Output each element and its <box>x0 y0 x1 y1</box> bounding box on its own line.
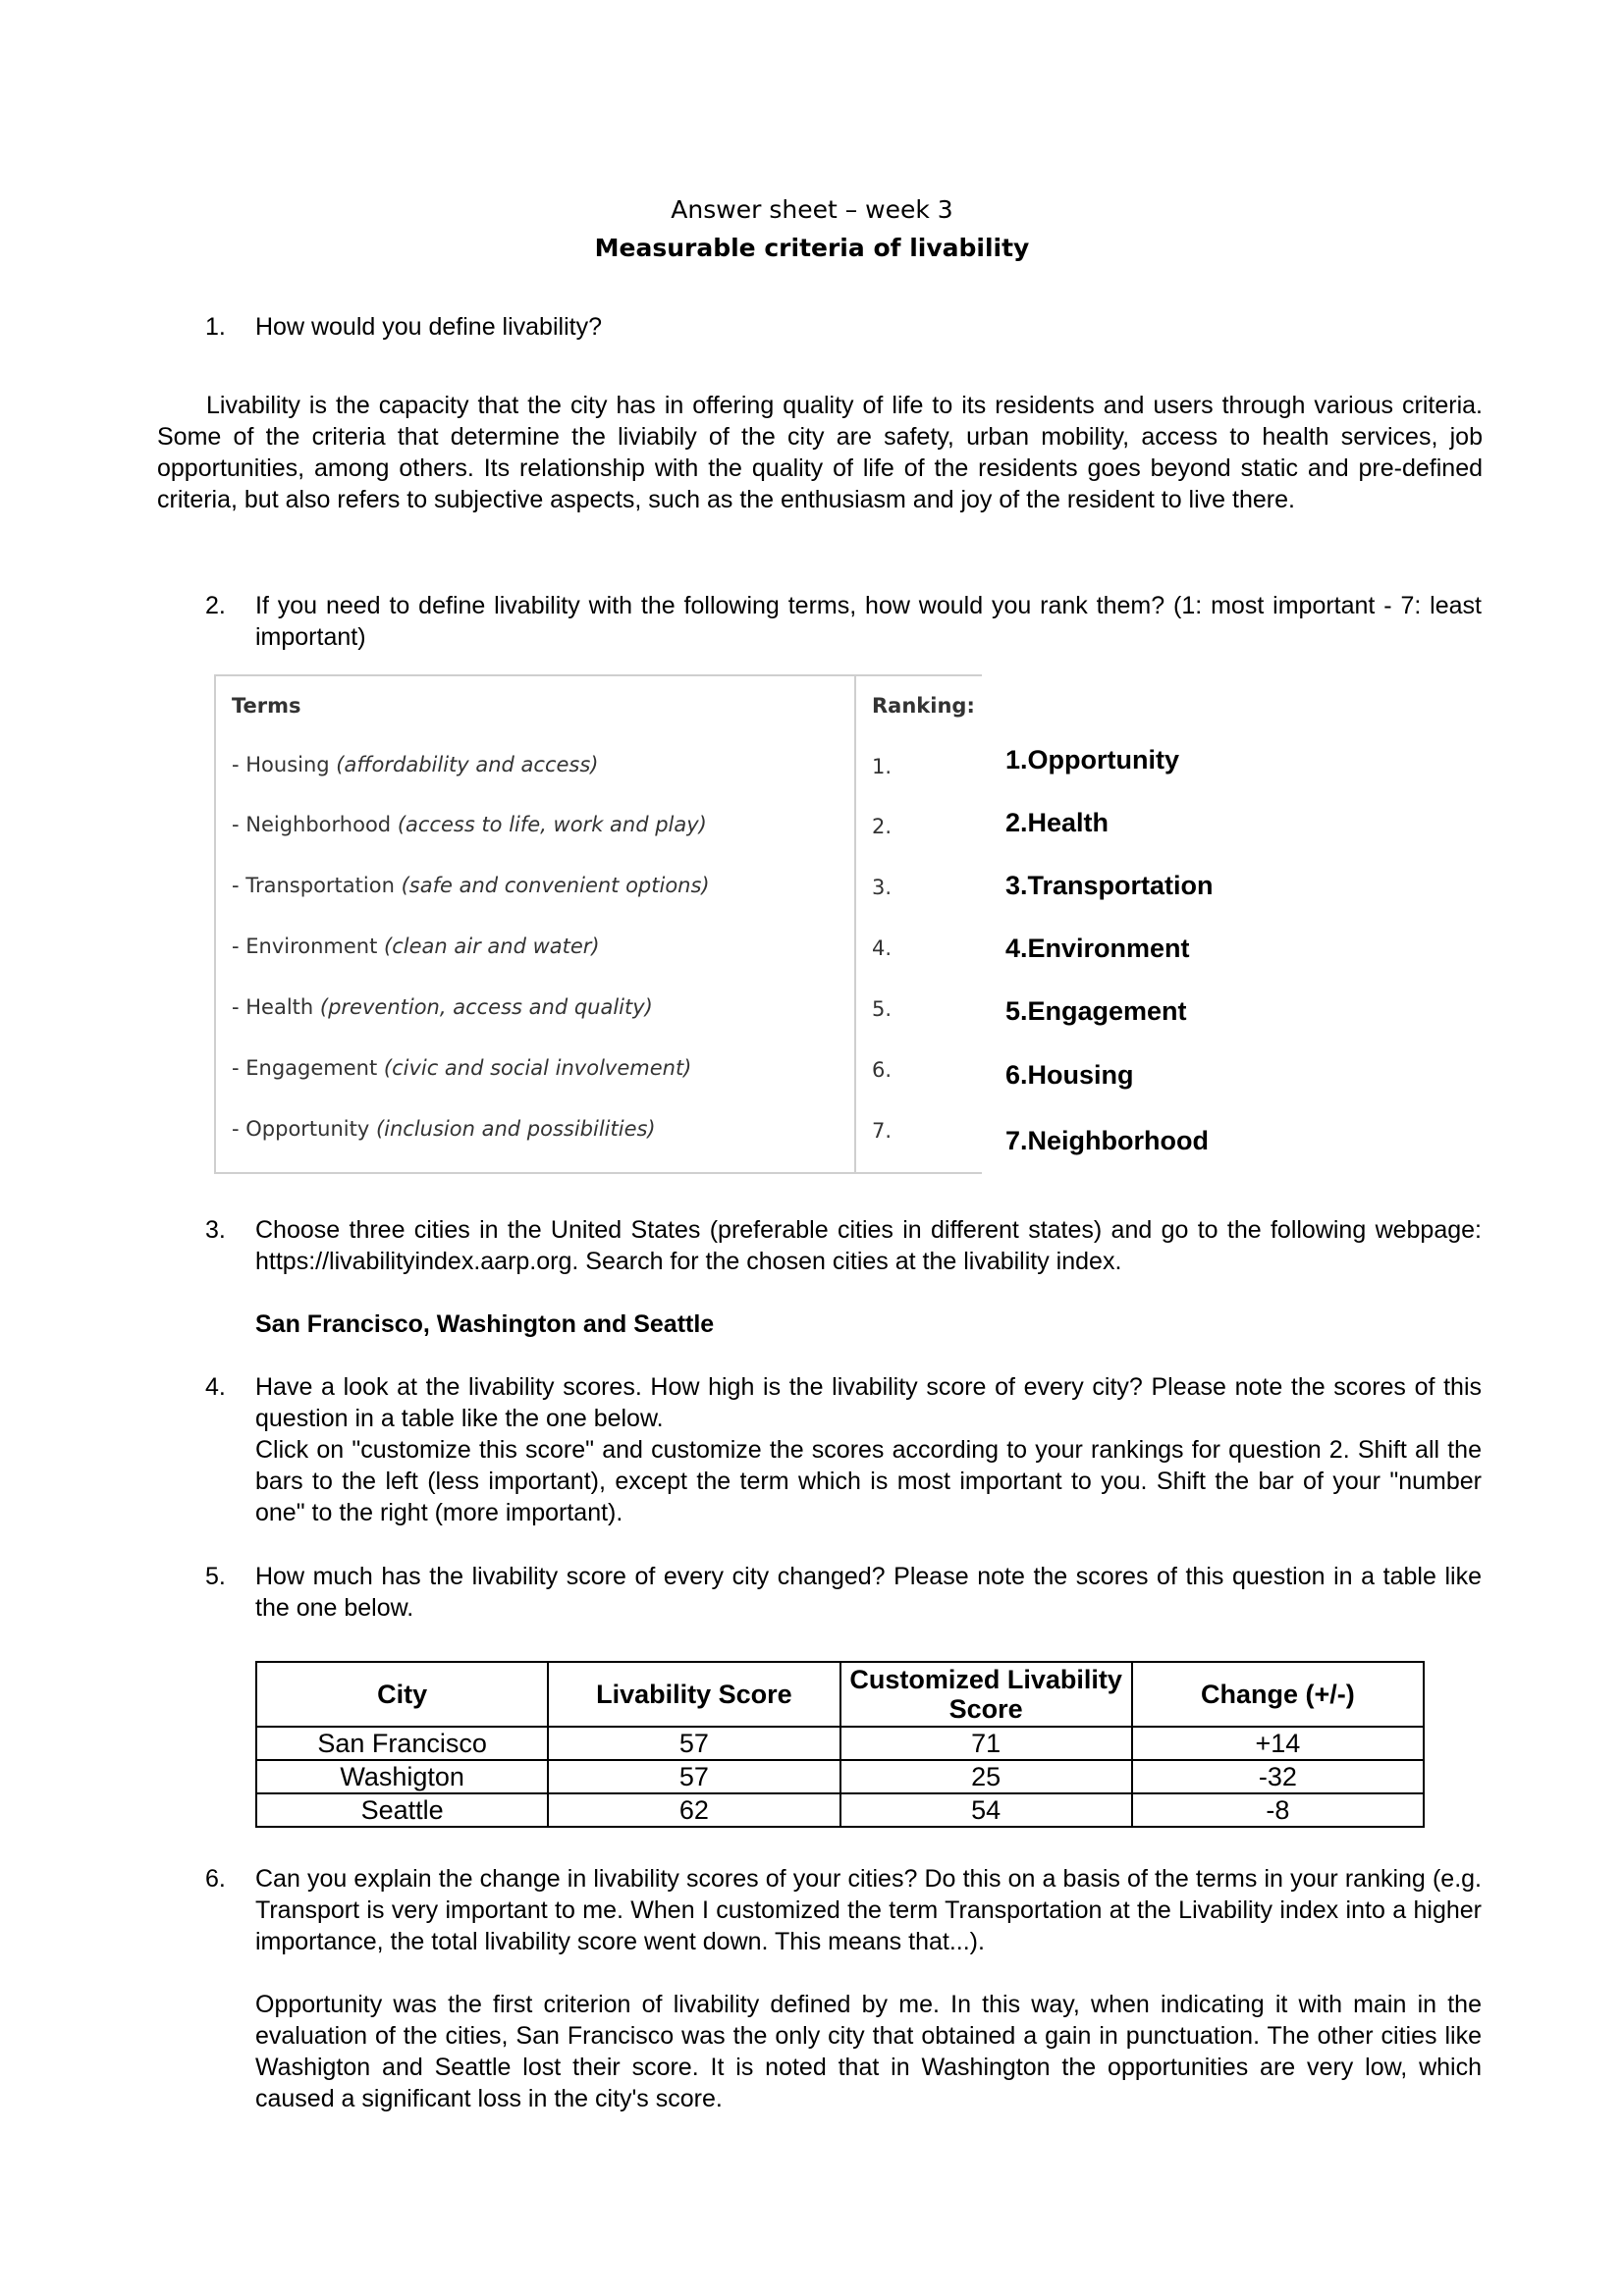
table-cell: -32 <box>1132 1760 1424 1793</box>
table-cell: +14 <box>1132 1727 1424 1760</box>
term-row <box>232 1113 656 1145</box>
question-text: How would you define livability? <box>255 313 602 341</box>
question-text: Choose three cities in the United States (preferable cities in different states) and go to the following webpage: https://livabilityindex.aarp.org. Search for the chosen cities at the livability index. <box>255 1216 1482 1275</box>
answer-1: Livability is the capacity that the city has in offering quality of life to its residents and users through various criteria. Some of the criteria that determine the liviabily of the city are safety, urban mobility, access to health services, job opportunities, among others. Its relationship with the quality of life of the residents goes beyond static and pre-defined criteria, but also refers to subjective aspects, such as the enthusiasm and joy of the resident to live there. <box>157 392 1483 513</box>
term-name: - Engagement <box>232 1056 384 1080</box>
table-cell: -8 <box>1132 1793 1424 1827</box>
question-number: 6. <box>205 1865 226 1893</box>
table-cell: 62 <box>548 1793 839 1827</box>
table-row <box>256 1760 1424 1793</box>
table-cell: 25 <box>840 1760 1132 1793</box>
column-header: City <box>256 1662 548 1727</box>
term-description: (safe and convenient options) <box>401 874 710 897</box>
question-number: 3. <box>205 1216 226 1244</box>
column-header: Change (+/-) <box>1132 1662 1424 1727</box>
term-name: - Transportation <box>232 874 402 897</box>
ranking-answer: 6.Housing <box>1005 1060 1134 1090</box>
ranking-answer: 5.Engagement <box>1005 996 1187 1026</box>
ranking-header: Ranking: <box>872 694 975 718</box>
ranking-answer: 2.Health <box>1005 808 1110 837</box>
table-cell: 54 <box>840 1793 1132 1827</box>
term-name: - Opportunity <box>232 1117 376 1141</box>
term-name: - Health <box>232 995 320 1019</box>
document-title: Answer sheet – week 3 <box>671 195 953 224</box>
question-number: 1. <box>205 313 226 341</box>
question-number: 5. <box>205 1563 226 1590</box>
table-cell: 57 <box>548 1727 839 1760</box>
column-header: Livability Score <box>548 1662 839 1727</box>
term-description: (inclusion and possibilities) <box>375 1117 656 1141</box>
term-description: (prevention, access and quality) <box>319 995 653 1019</box>
terms-header: Terms <box>232 694 301 718</box>
term-description: (clean air and water) <box>384 934 600 958</box>
table-row <box>256 1727 1424 1760</box>
answer-3: San Francisco, Washington and Seattle <box>255 1310 715 1338</box>
question-text: How much has the livability score of every city changed? Please note the scores of this question in a table like the one below. <box>255 1563 1482 1622</box>
term-row <box>232 991 653 1023</box>
term-row <box>232 749 599 780</box>
ranking-answer: 3.Transportation <box>1005 871 1214 900</box>
question-text: Can you explain the change in livability scores of your cities? Do this on a basis of the terms in your ranking (e.g. Transport is very important to me. When I customized the term Transportation at the Livability index into a higher importance, the total livability score went down. This means that...). <box>255 1865 1482 1955</box>
term-rank: 6. <box>872 1058 893 1082</box>
table-cell: San Francisco <box>256 1727 548 1760</box>
ranking-answer: 4.Environment <box>1005 934 1190 963</box>
term-rank: 3. <box>872 876 893 899</box>
term-row <box>232 1052 691 1084</box>
term-name: - Neighborhood <box>232 813 398 836</box>
term-row <box>232 931 600 962</box>
term-rank: 1. <box>872 755 893 778</box>
term-rank: 7. <box>872 1119 893 1143</box>
livability-score-table <box>255 1661 1425 1828</box>
table-cell: 57 <box>548 1760 839 1793</box>
ranking-terms-screenshot <box>214 674 982 1174</box>
term-description: (access to life, work and play) <box>397 813 707 836</box>
question-text-continued: Click on "customize this score" and customize the scores according to your rankings for question 2. Shift all the bars to the left (less important), except the term which is most important to you. Shift the bar of your "number one" to the right (more important). <box>255 1436 1482 1526</box>
column-divider <box>854 676 856 1172</box>
term-rank: 4. <box>872 936 893 960</box>
column-header: Customized Livability Score <box>840 1662 1132 1727</box>
document-subtitle: Measurable criteria of livability <box>594 234 1030 262</box>
table-header-row <box>256 1662 1424 1727</box>
term-rank: 2. <box>872 815 893 838</box>
term-description: (affordability and access) <box>336 753 599 776</box>
table-cell: 71 <box>840 1727 1132 1760</box>
ranking-answer: 7.Neighborhood <box>1005 1126 1209 1155</box>
question-number: 4. <box>205 1373 226 1401</box>
term-row <box>232 809 707 840</box>
term-description: (civic and social involvement) <box>383 1056 692 1080</box>
term-name: - Environment <box>232 934 385 958</box>
term-row <box>232 870 710 901</box>
ranking-answer: 1.Opportunity <box>1005 745 1179 774</box>
question-number: 2. <box>205 592 226 619</box>
answer-6: Opportunity was the first criterion of livability defined by me. In this way, when indicating it with main in the evaluation of the cities, San Francisco was the only city that obtained a gain in punctuation. The other cities like Washigton and Seattle lost their score. It is noted that in Washington the opportunities are very low, which caused a significant loss in the city's score. <box>255 1991 1482 2112</box>
question-text: If you need to define livability with the following terms, how would you rank them? (1: most important - 7: least important) <box>255 592 1482 651</box>
table-row <box>256 1793 1424 1827</box>
term-rank: 5. <box>872 997 893 1021</box>
table-cell: Washigton <box>256 1760 548 1793</box>
table-cell: Seattle <box>256 1793 548 1827</box>
term-name: - Housing <box>232 753 337 776</box>
question-text: Have a look at the livability scores. How high is the livability score of every city? Please note the scores of this question in a table like the one below. <box>255 1373 1482 1432</box>
